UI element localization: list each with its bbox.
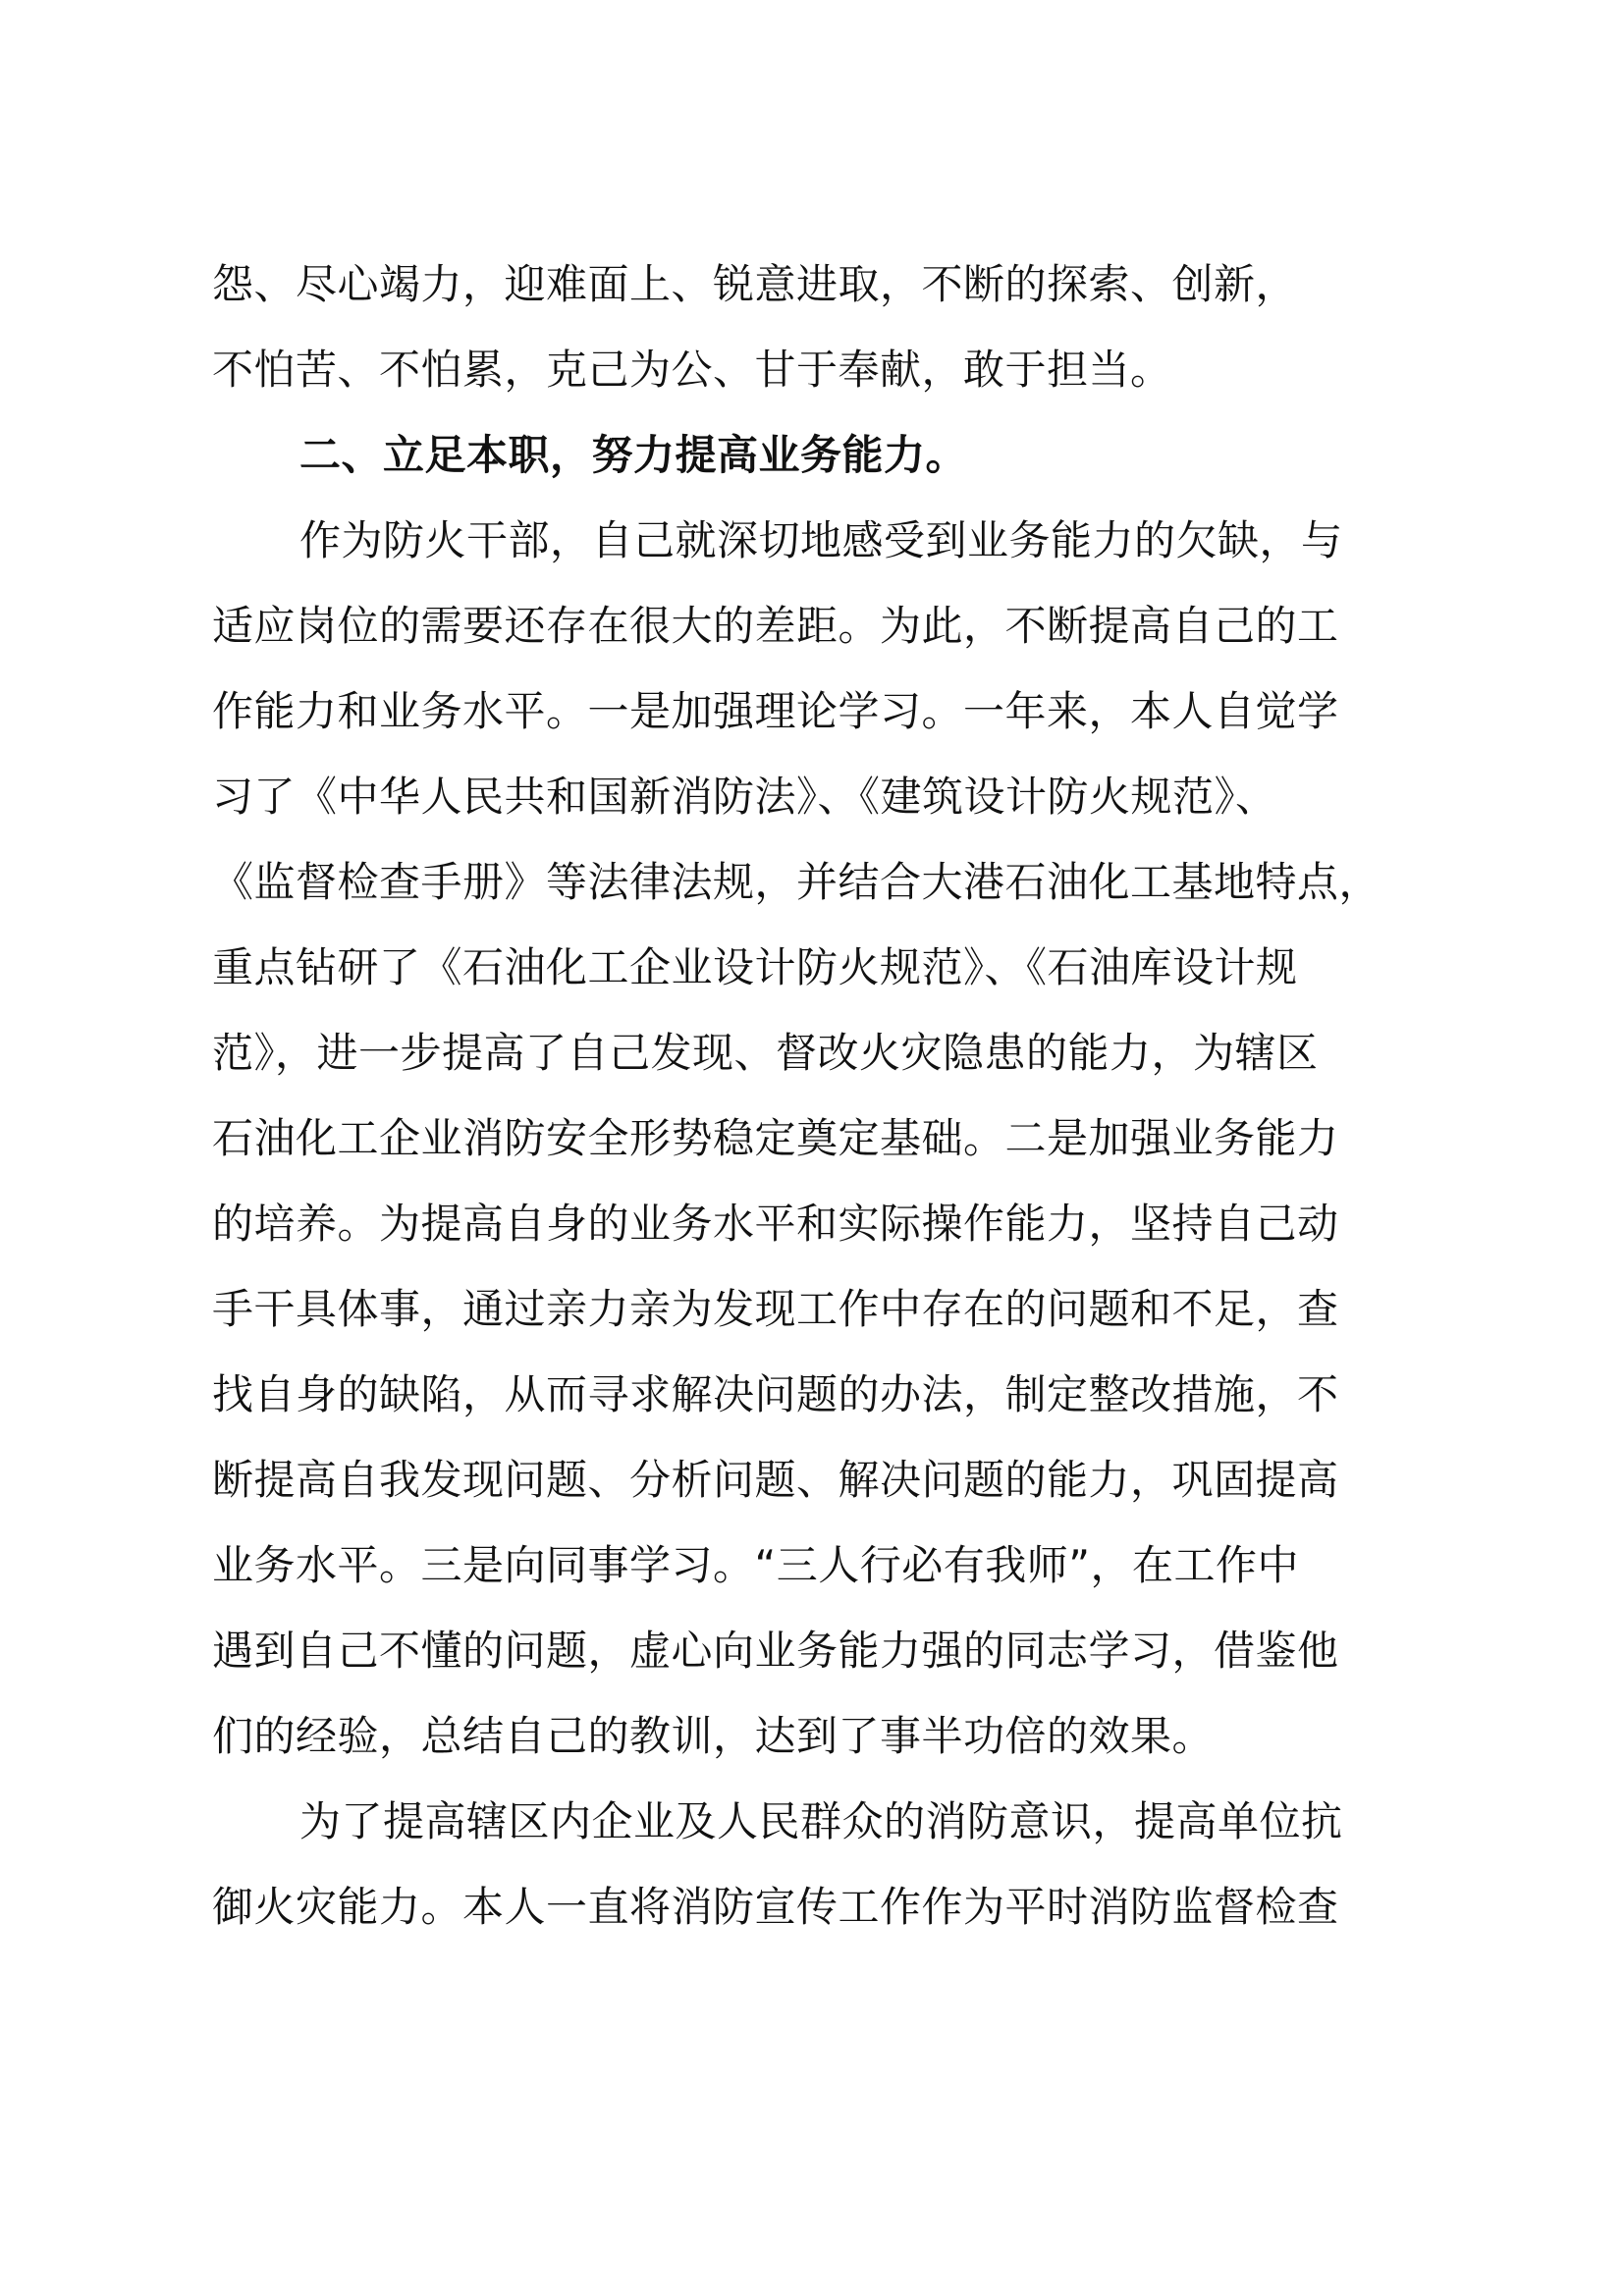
paragraph-line: 为了提高辖区内企业及人民群众的消防意识，提高单位抗 xyxy=(299,1797,1343,1845)
section-heading: 二、立足本职，努力提高业务能力。 xyxy=(299,431,968,479)
paragraph-line: 作为防火干部，自己就深切地感受到业务能力的欠缺，与 xyxy=(299,516,1343,564)
paragraph-line: 习了《中华人民共和国新消防法》、《建筑设计防火规范》、 xyxy=(212,773,1277,821)
paragraph-line: 的培养。为提高自身的业务水平和实际操作能力，坚持自己动 xyxy=(212,1200,1339,1248)
paragraph-line: 遇到自己不懂的问题，虚心向业务能力强的同志学习，借鉴他 xyxy=(212,1627,1339,1675)
paragraph-line: 作能力和业务水平。一是加强理论学习。一年来，本人自觉学 xyxy=(212,687,1339,735)
paragraph-line: 《监督检查手册》等法律法规，并结合大港石油化工基地特点， xyxy=(212,858,1381,906)
paragraph-line: 不怕苦、不怕累，克己为公、甘于奉献，敢于担当。 xyxy=(212,346,1172,394)
paragraph-line: 们的经验，总结自己的教训，达到了事半功倍的效果。 xyxy=(212,1712,1215,1760)
paragraph-line: 手干具体事，通过亲力亲为发现工作中存在的问题和不足，查 xyxy=(212,1285,1339,1333)
paragraph-line: 找自身的缺陷，从而寻求解决问题的办法，制定整改措施，不 xyxy=(212,1370,1339,1418)
paragraph-line: 范》，进一步提高了自己发现、督改火灾隐患的能力，为辖区 xyxy=(212,1029,1319,1077)
paragraph-line: 怨、尽心竭力，迎难面上、锐意进取，不断的探索、创新， xyxy=(212,260,1298,308)
document-body xyxy=(212,241,1430,1949)
paragraph-line: 业务水平。三是向同事学习。“三人行必有我师”，在工作中 xyxy=(212,1541,1300,1589)
paragraph-line: 御火灾能力。本人一直将消防宣传工作作为平时消防监督检查 xyxy=(212,1883,1339,1931)
paragraph-line: 重点钻研了《石油化工企业设计防火规范》、《石油库设计规 xyxy=(212,943,1298,991)
paragraph-line: 适应岗位的需要还存在很大的差距。为此，不断提高自己的工 xyxy=(212,602,1339,650)
paragraph-line: 断提高自我发现问题、分析问题、解决问题的能力，巩固提高 xyxy=(212,1456,1339,1504)
paragraph-line: 石油化工企业消防安全形势稳定奠定基础。二是加强业务能力 xyxy=(212,1114,1339,1162)
